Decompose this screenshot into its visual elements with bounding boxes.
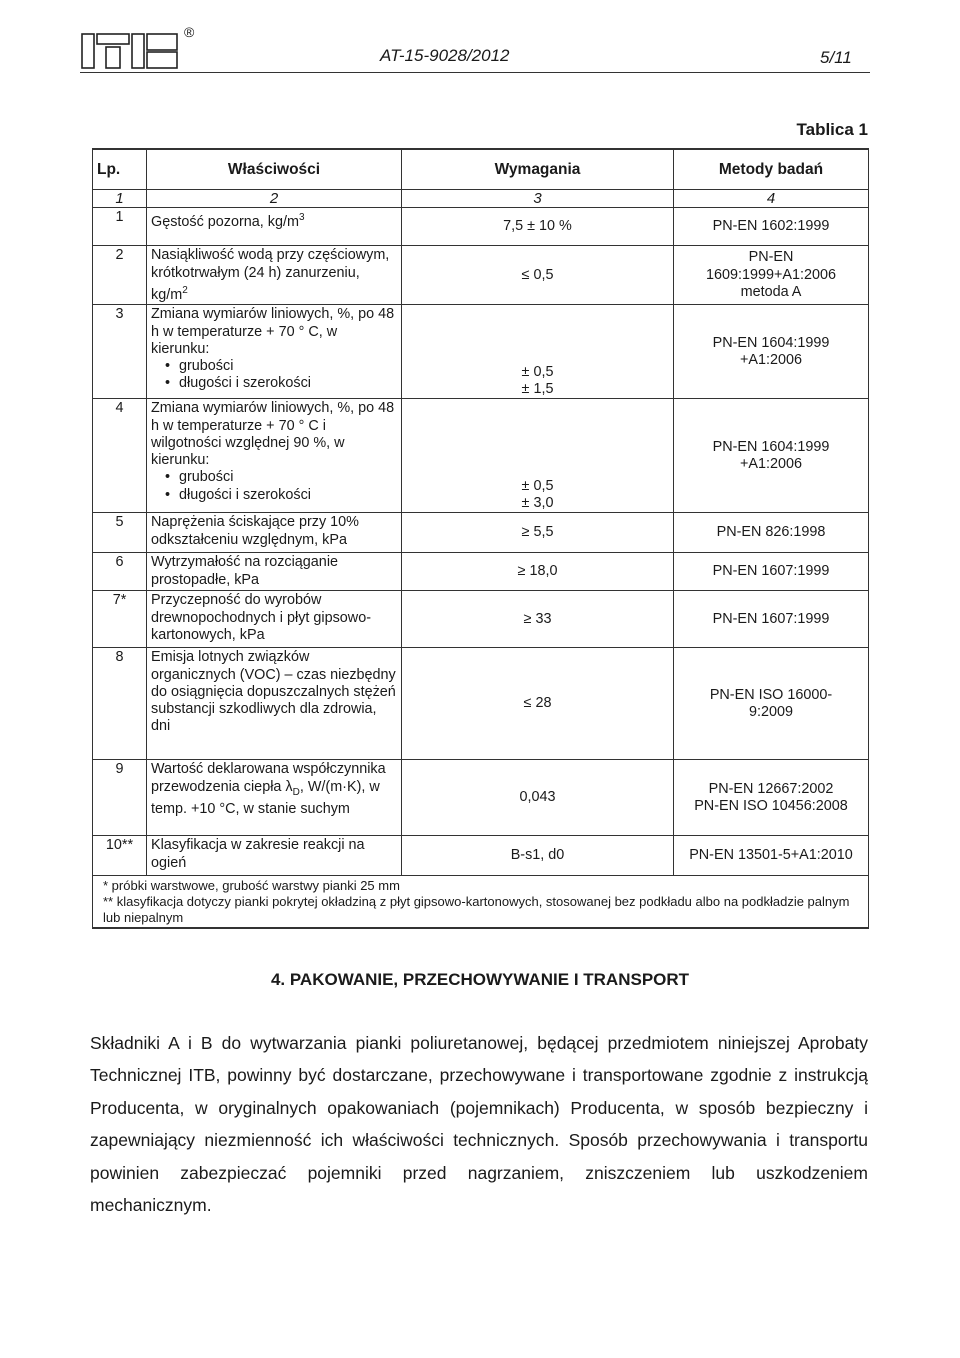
header-rule (80, 72, 870, 73)
property-cell (147, 399, 402, 513)
table-row (93, 208, 869, 246)
method-cell (674, 648, 869, 760)
property-cell (147, 208, 402, 246)
list-item: • grubości (165, 358, 397, 375)
method-line: 9:2009 (748, 703, 793, 720)
superscript: 2 (182, 284, 188, 296)
property-text: Gęstość pozorna, kg/m (151, 214, 299, 231)
col-number: 1 (93, 190, 147, 208)
row-number: 4 (93, 399, 147, 513)
requirement-cell: 0,043 (402, 760, 674, 836)
property-cell (147, 760, 402, 836)
requirement-cell: ≤ 28 (402, 648, 674, 760)
table-row (93, 760, 869, 836)
direction-list (151, 358, 397, 393)
requirement-cell: ≤ 0,5 (402, 246, 674, 305)
column-number-row (93, 190, 869, 208)
property-cell (147, 305, 402, 399)
property-text: Nasiąkliwość wodą przy częściowym, krótkotrwałym (24 h) zanurzeniu, kg/m (151, 247, 390, 303)
method-cell (674, 246, 869, 305)
table-row (93, 553, 869, 591)
footnote: * próbki warstwowe, grubość warstwy pianki 25 mm (103, 878, 400, 894)
col-header-requirement: Wymagania (402, 149, 674, 190)
registered-mark: ® (184, 24, 195, 40)
col-number: 4 (674, 190, 869, 208)
section-title: 4. PAKOWANIE, PRZECHOWYWANIE I TRANSPORT (270, 970, 690, 989)
table-row (93, 836, 869, 876)
col-header-property: Właściwości (147, 149, 402, 190)
method-line: PN-EN ISO 10456:2008 (694, 797, 848, 814)
subscript: D (292, 786, 300, 798)
direction-list (151, 469, 397, 504)
table-row (93, 648, 869, 760)
row-number: 10** (93, 836, 147, 876)
property-text: , W/(m·K), w temp. +10 °C, w stanie suchym (151, 778, 380, 817)
list-item: • długości i szerokości (165, 375, 397, 392)
properties-table (92, 148, 869, 929)
property-cell: Naprężenia ściskające przy 10% odkształceniu względnym, kPa (147, 513, 402, 553)
property-cell: Wytrzymałość na rozciąganie prostopadłe, kPa (147, 553, 402, 591)
table-row (93, 591, 869, 648)
footnote-row (93, 876, 869, 929)
method-cell (674, 760, 869, 836)
method-cell: PN-EN 1602:1999 (674, 208, 869, 246)
table-row (93, 246, 869, 305)
list-item: • długości i szerokości (165, 487, 397, 504)
footnote: ** klasyfikacja dotyczy pianki pokrytej okładziną z płyt gipsowo-kartonowych, stosowanej bez podkładu albo na podkładzie palnym lub niepalnym (103, 894, 850, 926)
requirement-cell: ≥ 33 (402, 591, 674, 648)
row-number: 1 (93, 208, 147, 246)
method-line: PN-EN ISO 16000- (709, 686, 833, 703)
table-header-row (93, 149, 869, 190)
row-number: 6 (93, 553, 147, 591)
requirement-cell: ≥ 5,5 (402, 513, 674, 553)
col-number: 3 (402, 190, 674, 208)
requirement-line: ± 0,5 (521, 477, 554, 494)
property-cell: Klasyfikacja w zakresie reakcji na ogień (147, 836, 402, 876)
row-number: 3 (93, 305, 147, 399)
requirement-cell: 7,5 ± 10 % (402, 208, 674, 246)
method-line: +A1:2006 (739, 455, 803, 472)
method-line: 1609:1999+A1:2006 (705, 266, 837, 283)
requirement-cell (402, 305, 674, 399)
method-cell: PN-EN 1607:1999 (674, 591, 869, 648)
property-text: Zmiana wymiarów liniowych, %, po 48 h w temperaturze + 70 ° C i wilgotności względnej 90 %, w kierunku: (151, 400, 395, 469)
method-cell (674, 399, 869, 513)
method-cell (674, 305, 869, 399)
table-row (93, 305, 869, 399)
method-line: PN-EN 1604:1999 (712, 334, 830, 351)
requirement-line: ± 1,5 (521, 381, 554, 397)
method-cell: PN-EN 13501-5+A1:2010 (674, 836, 869, 876)
row-number: 9 (93, 760, 147, 836)
page-number: 5/11 (820, 48, 852, 67)
requirement-line: ± 3,0 (521, 495, 554, 511)
table-row (93, 513, 869, 553)
superscript: 3 (298, 212, 305, 224)
requirement-line: ± 0,5 (521, 363, 554, 380)
row-number: 5 (93, 513, 147, 553)
requirement-cell (402, 399, 674, 513)
property-cell: Przyczepność do wyrobów drewnopochodnych i płyt gipsowo-kartonowych, kPa (147, 591, 402, 648)
method-cell: PN-EN 1607:1999 (674, 553, 869, 591)
col-header-lp: Lp. (93, 149, 147, 190)
method-line: PN-EN 1604:1999 (712, 438, 830, 455)
method-line: PN-EN (748, 249, 794, 266)
row-number: 2 (93, 246, 147, 305)
section-body: Składniki A i B do wytwarzania pianki poliuretanowej, będącej przedmiotem niniejszej Aprobaty Technicznej ITB, powinny być dostarczane, przechowywane i transportowane zgodnie z instrukcją Producenta, w oryginalnych opakowaniach (pojemnikach) Producenta, w sposób bezpieczny i zapewniający niezmienność ich właściwości technicznych. Sposób przechowywania i transportu powinien zabezpieczać pojemniki przed nagrzaniem, zniszczeniem lub uszkodzeniem mechanicznym. (90, 1033, 868, 1216)
property-cell (147, 246, 402, 305)
list-item: • grubości (165, 469, 397, 486)
method-line: metoda A (740, 283, 802, 300)
property-text: Wartość deklarowana współczynnika przewodzenia ciepła λ (151, 761, 386, 795)
requirement-cell: B-s1, d0 (402, 836, 674, 876)
table-label: Tablica 1 (796, 120, 868, 139)
method-line: +A1:2006 (739, 351, 803, 368)
row-number: 8 (93, 648, 147, 760)
row-number: 7* (93, 591, 147, 648)
footnotes (93, 876, 869, 929)
itb-logo (80, 30, 180, 70)
col-header-method: Metody badań (674, 149, 869, 190)
method-line: PN-EN 12667:2002 (708, 780, 834, 797)
table-row (93, 399, 869, 513)
property-cell: Emisja lotnych związków organicznych (VOC) – czas niezbędny do osiągnięcia dopuszczalnych stężeń substancji szkodliwych dla zdrowia, dni (147, 648, 402, 760)
property-text: Zmiana wymiarów liniowych, %, po 48 h w temperaturze + 70 ° C, w kierunku: (151, 306, 395, 357)
method-cell: PN-EN 826:1998 (674, 513, 869, 553)
requirement-cell: ≥ 18,0 (402, 553, 674, 591)
col-number: 2 (147, 190, 402, 208)
document-id: AT-15-9028/2012 (380, 46, 510, 65)
